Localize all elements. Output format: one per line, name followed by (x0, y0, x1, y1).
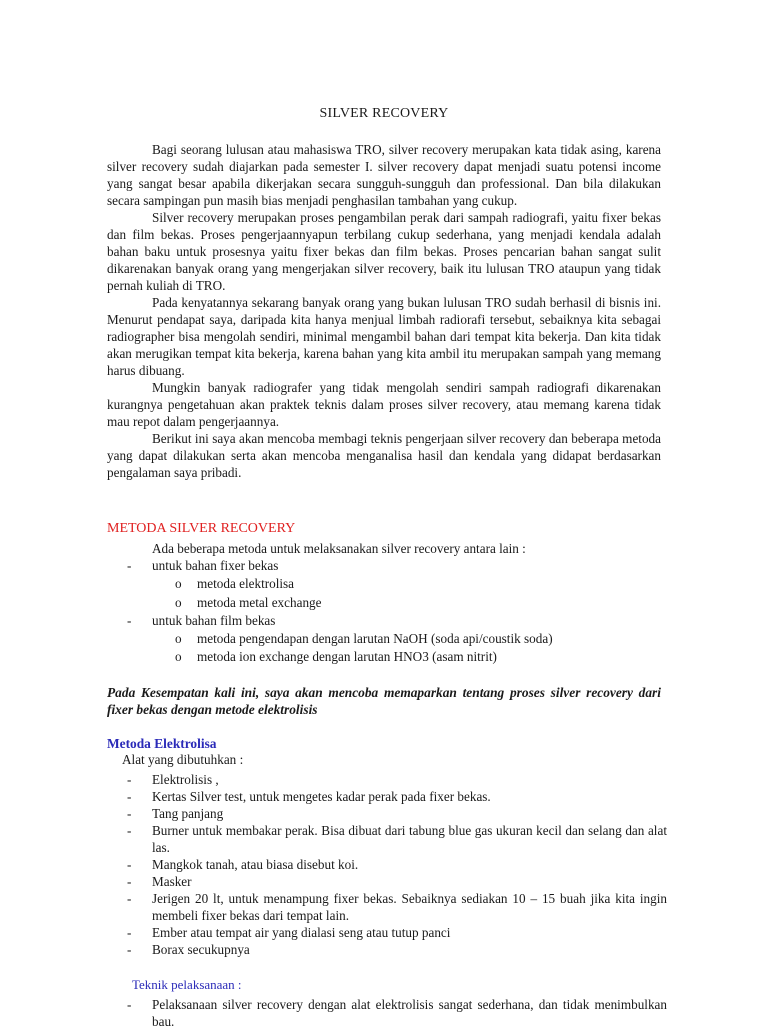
page-title: SILVER RECOVERY (319, 106, 449, 121)
dash-bullet: - (127, 942, 132, 957)
dash-bullet: - (127, 874, 132, 889)
list-item-label: Borax secukupnya (152, 942, 250, 957)
circle-bullet: o (175, 649, 182, 664)
list-item-label: Pelaksanaan silver recovery dengan alat elektrolisis sangat sederhana, dan tidak menimbulkan bau. (152, 997, 667, 1029)
dash-bullet: - (127, 997, 132, 1012)
dash-bullet: - (127, 823, 132, 838)
paragraph: Berikut ini saya akan mencoba membagi teknis pengerjaan silver recovery dan beberapa metoda yang dapat dilakukan serta akan mencoba menganalisa hasil dan kendala yang didapat berdasarkan pengalaman saya pribadi. (107, 431, 661, 480)
list-item-label: Masker (152, 874, 192, 889)
dash-bullet: - (127, 806, 132, 821)
tools-list (127, 771, 667, 958)
paragraph: Pada kenyatannya sekarang banyak orang yang bukan lulusan TRO sudah berhasil di bisnis ini. Menurut pendapat saya, daripada kita hanya menjual limbah radiorafi tersebut, sebaiknya kita sebagai radiographer bisa mengolah sendiri, minimal mengambil bahan dari tempat kita bekerja. Dan kita tidak akan merugikan tempat kita bekerja, karena bahan yang kita ambil itu merupakan sampah yang memang harus dibuang. (107, 295, 661, 378)
dash-bullet: - (127, 789, 132, 804)
list-item-label: Ember atau tempat air yang dialasi seng atau tutup panci (152, 925, 451, 940)
dash-bullet: - (127, 772, 132, 787)
list-item-label: Jerigen 20 lt, untuk menampung fixer bekas. Sebaiknya sediakan 10 – 15 buah jika kita ingin membeli fixer bekas dari tempat lain. (152, 891, 667, 923)
paragraph: Silver recovery merupakan proses pengambilan perak dari sampah radiografi, yaitu fixer bekas dan film bekas. Proses pengerjaannyapun terbilang cukup sederhana, yang menjadi kendala adalah bahan baku untuk prosesnya yaitu fixer bekas dan film bekas. Proses pencarian bahan sangat sulit dikarenakan banyak orang yang mengerjakan silver recovery, baik itu lulusan TRO ataupun yang tidak pernah kuliah di TRO. (107, 210, 661, 293)
intro-paragraphs (107, 141, 661, 481)
circle-bullet: o (175, 576, 182, 591)
list-item (127, 873, 667, 890)
list-item (127, 771, 667, 788)
dash-bullet: - (127, 857, 132, 872)
list-item-label: Elektrolisis , (152, 772, 219, 787)
list-item (127, 890, 667, 924)
list-item-label: Burner untuk membakar perak. Bisa dibuat dari tabung blue gas ukuran kecil dan selang dan alat las. (152, 823, 667, 855)
tools-subheading: Alat yang dibutuhkan : (122, 752, 244, 767)
teknik-heading: Teknik pelaksanaan : (132, 977, 242, 992)
list-item (127, 788, 667, 805)
list-item-label: untuk bahan film bekas (152, 613, 276, 628)
bold-paragraph: Pada Kesempatan kali ini, saya akan mencoba memaparkan tentang proses silver recovery dari fixer bekas dengan metode elektrolisis (107, 685, 661, 717)
list-item (127, 822, 667, 856)
list-item-label: metoda ion exchange dengan larutan HNO3 (asam nitrit) (197, 649, 497, 664)
elektrolisa-heading: Metoda Elektrolisa (107, 736, 217, 751)
paragraph: Bagi seorang lulusan atau mahasiswa TRO, silver recovery merupakan kata tidak asing, karena silver recovery sudah diajarkan pada semester I. silver recovery dapat menjadi suatu potensi income yang sangat besar apabila dikerjakan secara sungguh-sungguh dan professional. Dan bila dilakukan secara sampingan pun masih bias menjadi penghasilan tambahan yang cukup. (107, 142, 661, 208)
list-item (127, 941, 667, 958)
metoda-intro: Ada beberapa metoda untuk melaksanakan silver recovery antara lain : (152, 541, 526, 556)
circle-bullet: o (175, 631, 182, 646)
dash-bullet: - (127, 891, 132, 906)
paragraph: Mungkin banyak radiografer yang tidak mengolah sendiri sampah radiografi dikarenakan kurangnya pengetahuan akan praktek teknis dalam proses silver recovery, atau memang karena tidak mau repot dalam pengerjaannya. (107, 380, 661, 429)
metoda-heading: METODA SILVER RECOVERY (107, 521, 296, 536)
list-item (127, 996, 667, 1030)
dash-bullet: - (127, 925, 132, 940)
circle-bullet: o (175, 595, 182, 610)
list-item-label: metoda pengendapan dengan larutan NaOH (soda api/coustik soda) (197, 631, 553, 646)
list-item-label: untuk bahan fixer bekas (152, 558, 279, 573)
list-item-label: Tang panjang (152, 806, 224, 821)
list-item (127, 924, 667, 941)
dash-bullet: - (127, 613, 132, 628)
list-item (127, 805, 667, 822)
list-item-label: Kertas Silver test, untuk mengetes kadar perak pada fixer bekas. (152, 789, 491, 804)
teknik-list (127, 996, 667, 1030)
list-item-label: metoda metal exchange (197, 595, 322, 610)
list-item-label: metoda elektrolisa (197, 576, 295, 591)
list-item-label: Mangkok tanah, atau biasa disebut koi. (152, 857, 359, 872)
list-item (127, 856, 667, 873)
dash-bullet: - (127, 558, 132, 573)
